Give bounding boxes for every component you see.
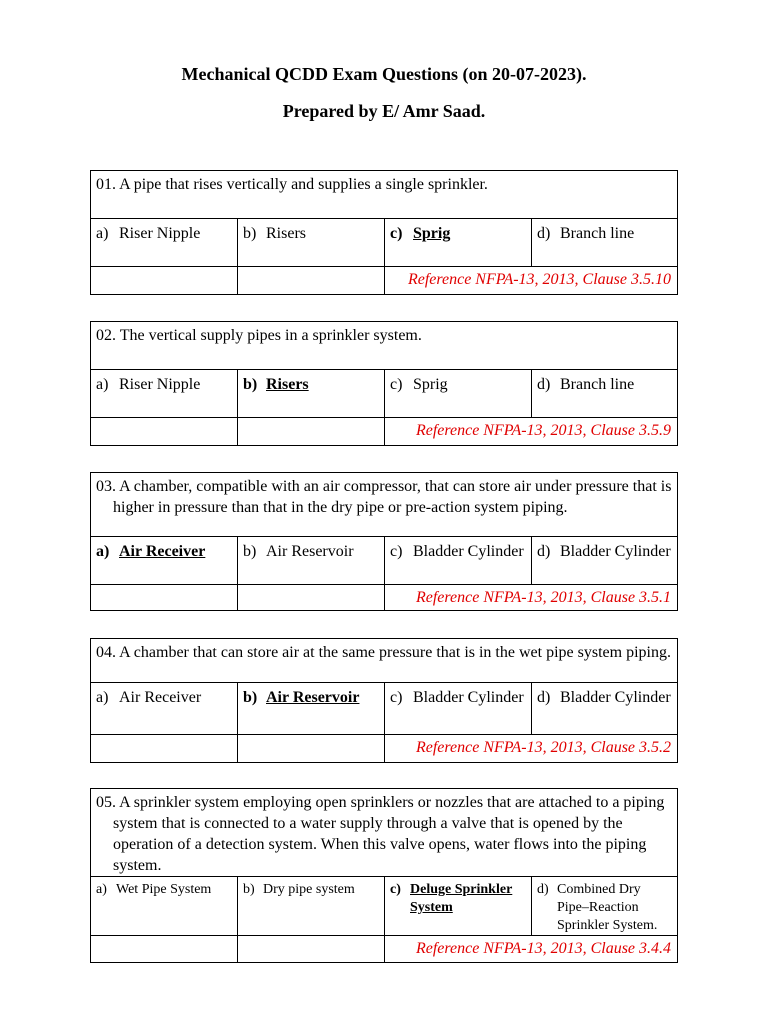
reference-note: Reference NFPA-13, 2013, Clause 3.5.9 bbox=[385, 418, 678, 446]
option-text: Risers bbox=[266, 225, 306, 242]
option-text: Bladder Cylinder bbox=[560, 543, 671, 560]
question-text: 01. A pipe that rises vertically and supplies a single sprinkler. bbox=[91, 171, 678, 219]
option-text: Sprig bbox=[413, 225, 451, 242]
option-letter: a) bbox=[96, 689, 109, 706]
empty-cell bbox=[238, 585, 385, 611]
option-letter: c) bbox=[390, 225, 403, 242]
question-4 bbox=[90, 638, 678, 763]
option-c bbox=[390, 372, 526, 395]
option-letter: c) bbox=[390, 689, 403, 706]
question-3 bbox=[90, 472, 678, 611]
option-d bbox=[537, 221, 672, 244]
option-d bbox=[537, 879, 672, 935]
option-letter: d) bbox=[537, 882, 549, 897]
question-text: 03. A chamber, compatible with an air compressor, that can store air under pressure that is higher in pressure than that in the dry pipe or pre-action system piping. bbox=[91, 473, 678, 537]
option-b bbox=[243, 221, 379, 244]
option-text: Riser Nipple bbox=[119, 376, 201, 393]
option-letter: a) bbox=[96, 543, 110, 560]
option-a bbox=[96, 879, 232, 899]
option-text: Dry pipe system bbox=[263, 882, 355, 897]
question-text: 04. A chamber that can store air at the same pressure that is in the wet pipe system piping. bbox=[91, 639, 678, 683]
option-c-correct bbox=[390, 879, 526, 917]
option-letter: d) bbox=[537, 543, 551, 560]
empty-cell bbox=[238, 418, 385, 446]
option-letter: b) bbox=[243, 689, 258, 706]
option-text: Bladder Cylinder bbox=[413, 543, 524, 560]
option-letter: c) bbox=[390, 882, 401, 897]
option-letter: c) bbox=[390, 376, 403, 393]
option-letter: b) bbox=[243, 376, 258, 393]
option-letter: a) bbox=[96, 882, 107, 897]
option-text: Combined Dry Pipe–Reaction Sprinkler System. bbox=[557, 882, 658, 933]
option-text: Bladder Cylinder bbox=[560, 689, 671, 706]
option-c-correct bbox=[390, 221, 526, 244]
option-a bbox=[96, 372, 232, 395]
option-letter: a) bbox=[96, 225, 109, 242]
document-author: Prepared by E/ Amr Saad. bbox=[282, 101, 486, 121]
option-text: Deluge Sprinkler System bbox=[410, 882, 513, 915]
option-text: Air Receiver bbox=[119, 689, 202, 706]
question-text: 05. A sprinkler system employing open sprinklers or nozzles that are attached to a piping system that is connected to a water supply through a valve that is opened by the operation of a detection system. When this valve opens, water flows into the piping system. bbox=[91, 789, 678, 877]
option-text: Air Reservoir bbox=[266, 689, 360, 706]
empty-cell bbox=[91, 936, 238, 963]
empty-cell bbox=[91, 735, 238, 763]
empty-cell bbox=[91, 418, 238, 446]
option-text: Air Receiver bbox=[119, 543, 206, 560]
option-c bbox=[390, 539, 526, 562]
option-text: Riser Nipple bbox=[119, 225, 201, 242]
option-a-correct bbox=[96, 539, 232, 562]
option-letter: d) bbox=[537, 689, 551, 706]
question-5 bbox=[90, 788, 678, 963]
option-text: Branch line bbox=[560, 376, 635, 393]
option-a bbox=[96, 221, 232, 244]
empty-cell bbox=[238, 735, 385, 763]
option-text: Sprig bbox=[413, 376, 448, 393]
empty-cell bbox=[91, 267, 238, 295]
option-letter: d) bbox=[537, 225, 551, 242]
question-text: 02. The vertical supply pipes in a sprinkler system. bbox=[91, 322, 678, 370]
reference-note: Reference NFPA-13, 2013, Clause 3.5.10 bbox=[385, 267, 678, 295]
question-1 bbox=[90, 170, 678, 295]
option-d bbox=[537, 685, 672, 708]
option-letter: b) bbox=[243, 225, 257, 242]
option-d bbox=[537, 372, 672, 395]
option-c bbox=[390, 685, 526, 708]
reference-note: Reference NFPA-13, 2013, Clause 3.5.1 bbox=[385, 585, 678, 611]
option-letter: d) bbox=[537, 376, 551, 393]
reference-note: Reference NFPA-13, 2013, Clause 3.4.4 bbox=[385, 936, 678, 963]
option-letter: a) bbox=[96, 376, 109, 393]
document-title: Mechanical QCDD Exam Questions (on 20-07-2023). bbox=[181, 64, 587, 84]
empty-cell bbox=[238, 267, 385, 295]
option-d bbox=[537, 539, 672, 562]
option-a bbox=[96, 685, 232, 708]
option-b-correct bbox=[243, 685, 379, 708]
question-2 bbox=[90, 321, 678, 446]
option-text: Branch line bbox=[560, 225, 635, 242]
option-letter: b) bbox=[243, 543, 257, 560]
option-letter: b) bbox=[243, 882, 255, 897]
option-letter: c) bbox=[390, 543, 403, 560]
reference-note: Reference NFPA-13, 2013, Clause 3.5.2 bbox=[385, 735, 678, 763]
option-text: Risers bbox=[266, 376, 309, 393]
option-b bbox=[243, 879, 379, 899]
option-text: Wet Pipe System bbox=[116, 882, 212, 897]
empty-cell bbox=[238, 936, 385, 963]
empty-cell bbox=[91, 585, 238, 611]
option-b-correct bbox=[243, 372, 379, 395]
option-b bbox=[243, 539, 379, 562]
option-text: Bladder Cylinder bbox=[413, 689, 524, 706]
option-text: Air Reservoir bbox=[266, 543, 354, 560]
